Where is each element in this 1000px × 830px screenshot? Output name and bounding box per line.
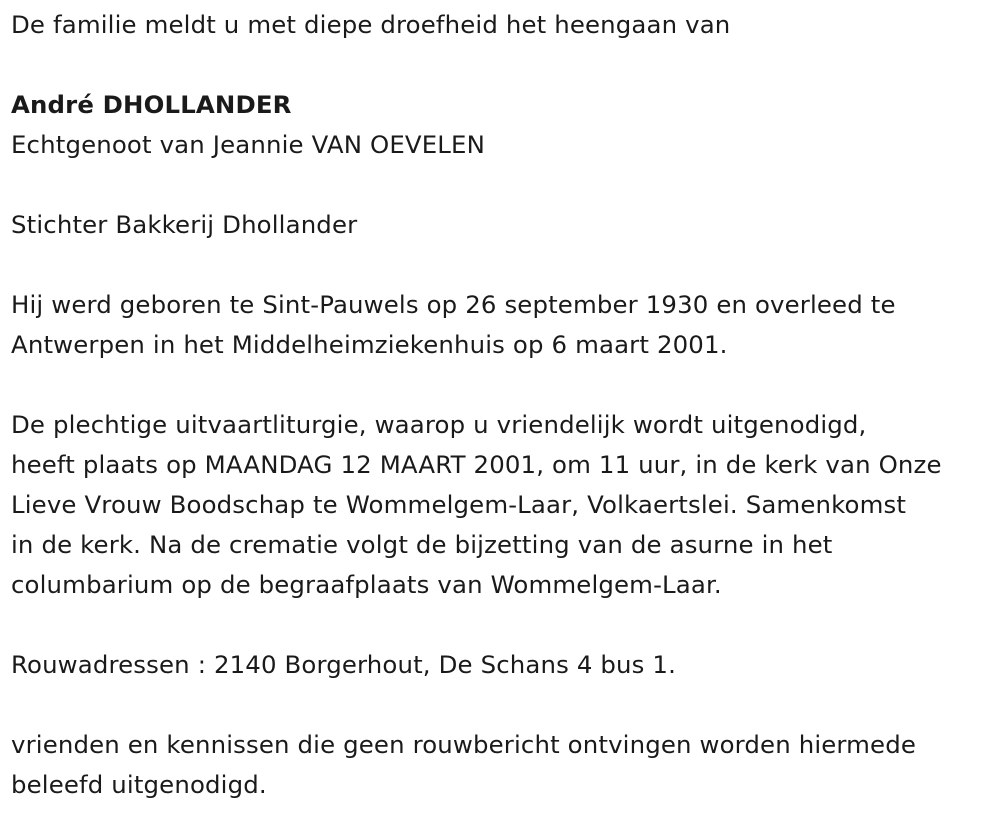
spacer <box>11 365 996 405</box>
deceased-name: André DHOLLANDER <box>11 90 292 119</box>
invitation-line: beleefd uitgenodigd. <box>11 770 267 799</box>
address-line: Rouwadressen : 2140 Borgerhout, De Schans 4 bus 1. <box>11 650 676 679</box>
funeral-line: columbarium op de begraafplaats van Wommelgem-Laar. <box>11 570 722 599</box>
role-line: Stichter Bakkerij Dhollander <box>11 210 358 239</box>
funeral-line: De plechtige uitvaartliturgie, waarop u vriendelijk wordt uitgenodigd, <box>11 410 867 439</box>
spacer <box>11 45 996 85</box>
spouse-line: Echtgenoot van Jeannie VAN OEVELEN <box>11 130 485 159</box>
spacer <box>11 165 996 205</box>
spacer <box>11 685 996 725</box>
birth-death-line: Antwerpen in het Middelheimziekenhuis op 6 maart 2001. <box>11 330 728 359</box>
funeral-line: heeft plaats op MAANDAG 12 MAART 2001, om 11 uur, in de kerk van Onze <box>11 450 942 479</box>
birth-death-line: Hij werd geboren te Sint-Pauwels op 26 september 1930 en overleed te <box>11 290 896 319</box>
funeral-line: Lieve Vrouw Boodschap te Wommelgem-Laar, Volkaertslei. Samenkomst <box>11 490 907 519</box>
death-notice <box>11 5 996 805</box>
invitation-line: vrienden en kennissen die geen rouwbericht ontvingen worden hiermede <box>11 730 917 759</box>
spacer <box>11 245 996 285</box>
funeral-line: in de kerk. Na de crematie volgt de bijzetting van de asurne in het <box>11 530 833 559</box>
intro-line: De familie meldt u met diepe droefheid het heengaan van <box>11 10 731 39</box>
spacer <box>11 605 996 645</box>
